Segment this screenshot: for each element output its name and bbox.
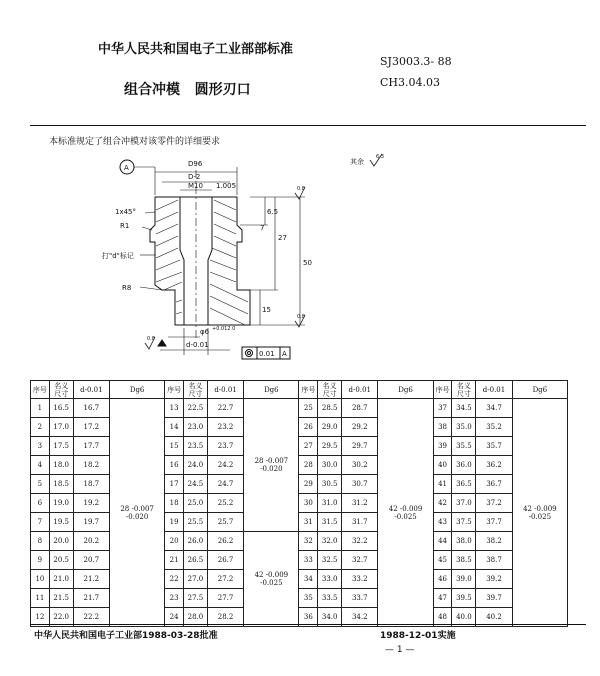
header-col-no-1: 序号: [31, 381, 50, 399]
cell-no: 8: [31, 532, 50, 551]
cell-d: 37.7: [476, 513, 512, 532]
cell-no: 30: [299, 494, 318, 513]
cell-size: 35.5: [452, 437, 476, 456]
footer-divider: [30, 624, 586, 625]
cell-size: 23.5: [184, 437, 208, 456]
cell-size: 33.5: [318, 589, 342, 608]
header-col-size-1: 名义 尺寸: [49, 381, 73, 399]
roughness-remaining-label: 其余: [350, 158, 364, 166]
cell-no: 32: [299, 532, 318, 551]
cell-d: 37.2: [476, 494, 512, 513]
cell-size: 22.5: [184, 399, 208, 418]
cell-dg6: 28 -0.007 -0.020: [244, 399, 299, 532]
cell-no: 34: [299, 570, 318, 589]
cell-size: 36.5: [452, 475, 476, 494]
spec-table: [30, 380, 568, 627]
approval-text: 中华人民共和国电子工业部1988-03-28批准: [34, 631, 218, 641]
standard-issuer: 中华人民共和国电子工业部部标准: [98, 42, 294, 57]
dim-15: 15: [262, 306, 271, 314]
cell-no: 47: [433, 589, 452, 608]
cell-no: 9: [31, 551, 50, 570]
cell-dg6: 42 -0.009 -0.025: [244, 532, 299, 627]
cell-size: 27.0: [184, 570, 208, 589]
cell-d: 30.7: [342, 475, 378, 494]
cell-size: 37.0: [452, 494, 476, 513]
cell-size: 32.0: [318, 532, 342, 551]
table-row: [31, 399, 568, 418]
cell-d: 35.2: [476, 418, 512, 437]
roughness-remaining-value: 6.3: [376, 154, 384, 160]
cell-size: 30.5: [318, 475, 342, 494]
cell-size: 31.0: [318, 494, 342, 513]
cell-d: 38.2: [476, 532, 512, 551]
cell-no: 40: [433, 456, 452, 475]
header-divider: [30, 125, 586, 126]
cell-d: 22.2: [73, 608, 109, 627]
cell-d: 39.2: [476, 570, 512, 589]
cell-size: 20.5: [49, 551, 73, 570]
dim-chamfer: 1x45°: [115, 208, 137, 216]
cell-size: 26.0: [184, 532, 208, 551]
cell-d: 22.7: [207, 399, 243, 418]
cell-d: 31.7: [342, 513, 378, 532]
body-outline: [150, 197, 250, 325]
cell-no: 6: [31, 494, 50, 513]
cell-d: 26.7: [207, 551, 243, 570]
cell-no: 14: [165, 418, 184, 437]
effective-text: 1988-12-01实施: [380, 631, 456, 641]
dim-phi6: φ6: [200, 328, 210, 336]
cell-no: 21: [165, 551, 184, 570]
cell-no: 43: [433, 513, 452, 532]
cell-no: 27: [299, 437, 318, 456]
cell-d: 18.2: [73, 456, 109, 475]
cell-no: 23: [165, 589, 184, 608]
cell-size: 26.5: [184, 551, 208, 570]
dim-d: d-0.01: [186, 341, 209, 349]
page-title: 组合冲模 圆形刃口: [124, 82, 251, 98]
cell-no: 16: [165, 456, 184, 475]
cell-d: 27.2: [207, 570, 243, 589]
cell-d: 34.2: [342, 608, 378, 627]
cell-d: 24.7: [207, 475, 243, 494]
cell-d: 26.2: [207, 532, 243, 551]
frame-datum: A: [282, 350, 287, 358]
cell-no: 22: [165, 570, 184, 589]
cell-no: 3: [31, 437, 50, 456]
cell-d: 36.7: [476, 475, 512, 494]
cell-no: 18: [165, 494, 184, 513]
cell-d: 28.7: [342, 399, 378, 418]
cell-no: 45: [433, 551, 452, 570]
cell-no: 36: [299, 608, 318, 627]
cell-dg6: 42 -0.009 -0.025: [378, 399, 433, 627]
cell-no: 35: [299, 589, 318, 608]
cell-no: 1: [31, 399, 50, 418]
dim-7: 7: [260, 224, 265, 232]
cell-no: 46: [433, 570, 452, 589]
cell-no: 41: [433, 475, 452, 494]
header-col-dg6-3: Dg6: [378, 381, 433, 399]
dim-50: 50: [303, 259, 312, 267]
cell-d: 24.2: [207, 456, 243, 475]
cell-size: 31.5: [318, 513, 342, 532]
cell-size: 34.0: [318, 608, 342, 627]
header-col-no-4: 序号: [433, 381, 452, 399]
datum-a-label: A: [124, 164, 129, 172]
cell-size: 29.0: [318, 418, 342, 437]
header-col-d-4: d-0.01: [476, 381, 512, 399]
dim-thread: M10: [188, 182, 203, 190]
cell-size: 25.0: [184, 494, 208, 513]
cell-size: 27.5: [184, 589, 208, 608]
cell-no: 25: [299, 399, 318, 418]
cell-d: 31.2: [342, 494, 378, 513]
cell-size: 17.5: [49, 437, 73, 456]
cell-no: 28: [299, 456, 318, 475]
cell-d: 30.2: [342, 456, 378, 475]
cell-no: 5: [31, 475, 50, 494]
cell-size: 33.0: [318, 570, 342, 589]
cell-no: 24: [165, 608, 184, 627]
cell-size: 40.0: [452, 608, 476, 627]
cell-d: 18.7: [73, 475, 109, 494]
header-col-d-3: d-0.01: [342, 381, 378, 399]
cell-no: 2: [31, 418, 50, 437]
roughness-right: 0.8: [297, 314, 305, 320]
cell-no: 44: [433, 532, 452, 551]
cell-d: 25.2: [207, 494, 243, 513]
dim-r1: R1: [120, 222, 130, 230]
cell-d: 39.7: [476, 589, 512, 608]
roughness-top: 0.8: [297, 186, 305, 192]
cell-size: 29.5: [318, 437, 342, 456]
table-header-row: [31, 381, 568, 399]
cell-size: 30.0: [318, 456, 342, 475]
cell-dg6: 28 -0.007 -0.020: [110, 399, 165, 627]
dim-r8: R8: [122, 284, 132, 292]
header-col-dg6-2: Dg6: [244, 381, 299, 399]
dim-phi6-tol: +0.012 0: [212, 326, 236, 332]
header-col-no-3: 序号: [299, 381, 318, 399]
cell-d: 28.2: [207, 608, 243, 627]
header-col-dg6-4: Dg6: [512, 381, 567, 399]
cell-no: 38: [433, 418, 452, 437]
header-col-d-1: d-0.01: [73, 381, 109, 399]
header-col-size-2: 名义 尺寸: [184, 381, 208, 399]
cell-d: 16.7: [73, 399, 109, 418]
cell-no: 10: [31, 570, 50, 589]
cell-size: 21.5: [49, 589, 73, 608]
dim-6-5: 6.5: [267, 208, 279, 216]
note-mark-d: 打"d"标记: [102, 252, 134, 260]
cell-size: 19.5: [49, 513, 73, 532]
cell-no: 7: [31, 513, 50, 532]
cell-size: 22.0: [49, 608, 73, 627]
dim-27: 27: [278, 234, 287, 242]
cell-d: 17.2: [73, 418, 109, 437]
cell-no: 42: [433, 494, 452, 513]
cell-no: 19: [165, 513, 184, 532]
cell-no: 48: [433, 608, 452, 627]
dim-d96: D96: [188, 160, 203, 168]
frame-tolerance: 0.01: [259, 350, 275, 358]
cell-d: 29.7: [342, 437, 378, 456]
cell-d: 32.7: [342, 551, 378, 570]
cell-size: 28.5: [318, 399, 342, 418]
cell-d: 33.7: [342, 589, 378, 608]
cell-d: 35.7: [476, 437, 512, 456]
cell-size: 21.0: [49, 570, 73, 589]
cell-size: 24.5: [184, 475, 208, 494]
cell-size: 20.0: [49, 532, 73, 551]
part-drawing: [100, 150, 430, 375]
cell-d: 21.7: [73, 589, 109, 608]
cell-no: 37: [433, 399, 452, 418]
cell-no: 20: [165, 532, 184, 551]
cell-d: 23.7: [207, 437, 243, 456]
cell-d: 36.2: [476, 456, 512, 475]
cell-no: 33: [299, 551, 318, 570]
cell-no: 31: [299, 513, 318, 532]
cell-d: 20.7: [73, 551, 109, 570]
table-body: [31, 399, 568, 627]
cell-d: 27.7: [207, 589, 243, 608]
cell-size: 18.0: [49, 456, 73, 475]
cell-size: 18.5: [49, 475, 73, 494]
cell-d: 40.2: [476, 608, 512, 627]
cell-d: 34.7: [476, 399, 512, 418]
cell-dg6: 42 -0.009 -0.025: [512, 399, 567, 627]
cell-no: 17: [165, 475, 184, 494]
header-col-no-2: 序号: [165, 381, 184, 399]
cell-size: 37.5: [452, 513, 476, 532]
sub-code: CH3.04.03: [380, 76, 440, 89]
cell-size: 17.0: [49, 418, 73, 437]
roughness-bottom: 0.8: [147, 336, 155, 342]
cell-no: 15: [165, 437, 184, 456]
page-number: — 1 —: [385, 645, 415, 655]
cell-no: 29: [299, 475, 318, 494]
standard-code: SJ3003.3- 88: [380, 55, 452, 68]
cell-d: 19.2: [73, 494, 109, 513]
header-col-size-3: 名义 尺寸: [318, 381, 342, 399]
cell-size: 38.5: [452, 551, 476, 570]
cell-size: 19.0: [49, 494, 73, 513]
cell-d: 25.7: [207, 513, 243, 532]
cell-d: 23.2: [207, 418, 243, 437]
cell-size: 25.5: [184, 513, 208, 532]
cell-no: 4: [31, 456, 50, 475]
cell-size: 39.5: [452, 589, 476, 608]
cell-size: 34.5: [452, 399, 476, 418]
cell-d: 20.2: [73, 532, 109, 551]
cell-d: 21.2: [73, 570, 109, 589]
cell-d: 19.7: [73, 513, 109, 532]
cell-size: 32.5: [318, 551, 342, 570]
cell-size: 35.0: [452, 418, 476, 437]
cell-no: 11: [31, 589, 50, 608]
cell-size: 39.0: [452, 570, 476, 589]
cell-d: 29.2: [342, 418, 378, 437]
cell-d: 17.7: [73, 437, 109, 456]
cell-no: 26: [299, 418, 318, 437]
cell-size: 23.0: [184, 418, 208, 437]
cell-size: 28.0: [184, 608, 208, 627]
cell-no: 12: [31, 608, 50, 627]
header-col-d-2: d-0.01: [207, 381, 243, 399]
cell-d: 38.7: [476, 551, 512, 570]
cell-size: 38.0: [452, 532, 476, 551]
cell-size: 16.5: [49, 399, 73, 418]
dim-top: 1.005: [216, 182, 237, 190]
header-col-size-4: 名义 尺寸: [452, 381, 476, 399]
cell-d: 33.2: [342, 570, 378, 589]
cell-no: 39: [433, 437, 452, 456]
dim-d2: D-2: [188, 173, 201, 181]
cell-size: 36.0: [452, 456, 476, 475]
intro-text: 本标准规定了组合冲模对该零件的详细要求: [49, 137, 221, 147]
header-col-dg6-1: Dg6: [110, 381, 165, 399]
cell-d: 32.2: [342, 532, 378, 551]
cell-no: 13: [165, 399, 184, 418]
cell-size: 24.0: [184, 456, 208, 475]
